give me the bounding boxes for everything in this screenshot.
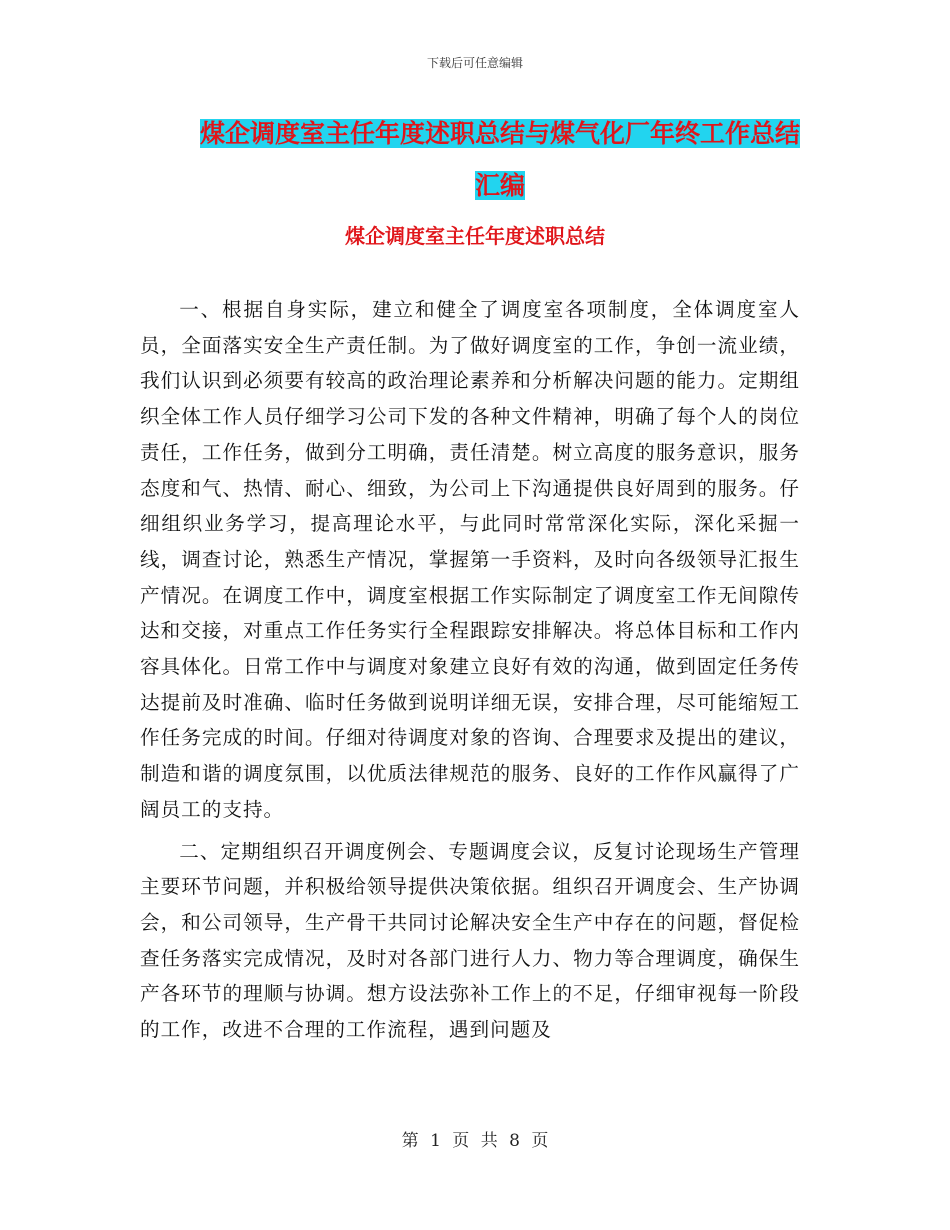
page-number-footer: 第 1 页 共 8 页 bbox=[401, 1131, 549, 1151]
page-header-note: 下载后可任意编辑 bbox=[426, 56, 523, 70]
paragraph-1: 一、根据自身实际，建立和健全了调度室各项制度，全体调度室人员，全面落实安全生产责任制。为了做好调度室的工作，争创一流业绩，我们认识到必须要有较高的政治理论素养和分析解决问题的能力。定期组织全体工作人员仔细学习公司下发的各种文件精神，明确了每个人的岗位责任，工作任务，做到分工明确，责任清楚。树立高度的服务意识，服务态度和气、热情、耐心、细致，为公司上下沟通提供良好周到的服务。仔细组织业务学习，提高理论水平，与此同时常常深化实际，深化采掘一线，调查讨论，熟悉生产情况，掌握第一手资料，及时向各级领导汇报生产情况。在调度工作中，调度室根据工作实际制定了调度室工作无间隙传达和交接，对重点工作任务实行全程跟踪安排解决。将总体目标和工作内容具体化。日常工作中与调度对象建立良好有效的沟通，做到固定任务传达提前及时准确、临时任务做到说明详细无误，安排合理，尽可能缩短工作任务完成的时间。仔细对待调度对象的咨询、合理要求及提出的建议，制造和谐的调度氛围，以优质法律规范的服务、良好的工作作风赢得了广阔员工的支持。 bbox=[140, 298, 800, 821]
document-body bbox=[140, 292, 800, 1054]
document-title bbox=[190, 108, 810, 212]
section-title: 煤企调度室主任年度述职总结 bbox=[345, 224, 605, 248]
document-title-text: 煤企调度室主任年度述职总结与煤气化厂年终工作总结汇编 bbox=[199, 119, 800, 200]
paragraph-2: 二、定期组织召开调度例会、专题调度会议，反复讨论现场生产管理主要环节问题，并积极给领导提供决策依据。组织召开调度会、生产协调会，和公司领导，生产骨干共同讨论解决安全生产中存在的问题，督促检查任务落实完成情况，及时对各部门进行人力、物力等合理调度，确保生产各环节的理顺与协调。想方设法弥补工作上的不足，仔细审视每一阶段的工作，改进不合理的工作流程，遇到问题及 bbox=[140, 839, 800, 1042]
